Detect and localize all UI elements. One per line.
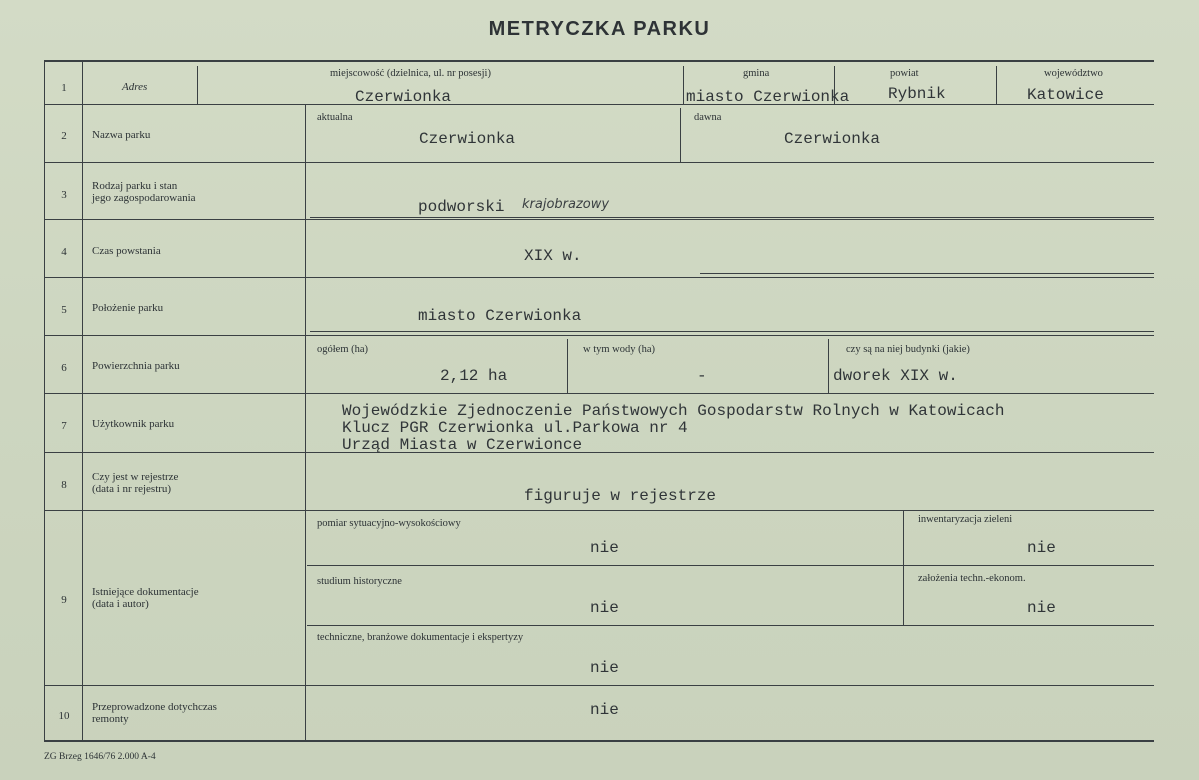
value-gmina: miasto Czerwionka: [686, 88, 850, 106]
header-techniczne: techniczne, branżowe dokumentacje i ekspertyzy: [317, 632, 524, 643]
label-rejestr-l2: (data i nr rejestru): [92, 483, 172, 495]
row-divider-9a: [307, 565, 1154, 566]
row-divider-9b: [307, 625, 1154, 626]
wojewodztwo-divider: [996, 66, 997, 104]
row-divider-6: [44, 393, 1154, 394]
label-powierzchnia: Powierzchnia parku: [92, 360, 180, 372]
row-number-8: 8: [61, 479, 67, 491]
value-rodzaj: podworski: [418, 198, 505, 216]
header-miejscowosc: miejscowość (dzielnica, ul. nr posesji): [330, 68, 491, 79]
value-rejestr: figuruje w rejestrze: [524, 487, 717, 505]
value-aktualna: Czerwionka: [419, 130, 516, 148]
value-budynki: dworek XIX w.: [833, 367, 958, 385]
label-rejestr-l1: Czy jest w rejestrze: [92, 471, 179, 483]
header-gmina: gmina: [743, 68, 770, 79]
header-aktualna: aktualna: [317, 112, 353, 123]
row-divider-9: [44, 685, 1154, 686]
label-polozenie: Położenie parku: [92, 302, 164, 314]
value-studium: nie: [590, 599, 619, 617]
row-number-10: 10: [58, 710, 70, 722]
value-dawna: Czerwionka: [784, 130, 881, 148]
header-inwentaryzacja: inwentaryzacja zieleni: [918, 514, 1013, 525]
row-divider-7: [44, 452, 1154, 453]
adres-divider: [197, 66, 198, 104]
label-uzytkownik: Użytkownik parku: [92, 418, 175, 430]
label-column-divider: [305, 104, 306, 740]
inwent-divider: [903, 510, 904, 625]
header-studium: studium historyczne: [317, 576, 402, 587]
value-remonty: nie: [590, 701, 619, 719]
frame-top: [44, 60, 1154, 62]
wody-divider: [567, 339, 568, 393]
underline-r3: [310, 217, 1154, 218]
label-czas-powstania: Czas powstania: [92, 245, 161, 257]
value-wody: -: [697, 367, 707, 385]
label-nazwa-parku: Nazwa parku: [92, 129, 151, 141]
header-wody: w tym wody (ha): [583, 344, 656, 355]
frame-left: [44, 60, 45, 740]
value-wojewodztwo: Katowice: [1027, 86, 1104, 104]
header-powiat: powiat: [890, 68, 919, 79]
row-number-4: 4: [61, 246, 67, 258]
label-dokumentacje-l2: (data i autor): [92, 598, 149, 610]
row-number-5: 5: [61, 304, 67, 316]
header-wojewodztwo: województwo: [1044, 68, 1103, 79]
underline-r5: [310, 331, 1154, 332]
label-dokumentacje-l1: Istniejące dokumentacje: [92, 586, 199, 598]
row-number-2: 2: [61, 130, 67, 142]
header-ogolem: ogółem (ha): [317, 344, 369, 355]
row-number-9: 9: [61, 594, 67, 606]
value-polozenie: miasto Czerwionka: [418, 307, 582, 325]
row-divider-8: [44, 510, 1154, 511]
header-pomiar: pomiar sytuacyjno-wysokościowy: [317, 518, 461, 529]
value-uzytkownik-line2: Klucz PGR Czerwionka ul.Parkowa nr 4: [342, 419, 688, 437]
header-dawna: dawna: [694, 112, 722, 123]
label-adres: Adres: [122, 81, 148, 93]
row-divider-2: [44, 162, 1154, 163]
value-rodzaj-handwritten: krajobrazowy: [522, 197, 610, 212]
row-number-6: 6: [61, 362, 67, 374]
label-rodzaj-l2: jego zagospodarowania: [92, 192, 196, 204]
value-techniczne: nie: [590, 659, 619, 677]
underline-r4: [700, 273, 1154, 274]
row-divider-3: [44, 219, 1154, 220]
row-divider-1: [44, 104, 1154, 105]
value-ogolem: 2,12 ha: [440, 367, 508, 385]
header-zalozenia: założenia techn.-ekonom.: [918, 573, 1026, 584]
gmina-divider: [683, 66, 684, 104]
row-divider-4: [44, 277, 1154, 278]
print-footer: ZG Brzeg 1646/76 2.000 A-4: [44, 752, 156, 762]
value-powiat: Rybnik: [888, 85, 946, 103]
value-zalozenia: nie: [1027, 599, 1056, 617]
frame-bottom: [44, 740, 1154, 742]
number-column-divider: [82, 60, 83, 740]
value-czas-powstania: XIX w.: [524, 247, 582, 265]
page-title: METRYCZKA PARKU: [488, 18, 711, 40]
row-number-7: 7: [61, 420, 67, 432]
value-miejscowosc: Czerwionka: [355, 88, 452, 106]
label-rodzaj-l1: Rodzaj parku i stan: [92, 180, 178, 192]
row-divider-5: [44, 335, 1154, 336]
label-remonty-l1: Przeprowadzone dotychczas: [92, 701, 217, 713]
value-uzytkownik-line1: Wojewódzkie Zjednoczenie Państwowych Gospodarstw Rolnych w Katowicach: [342, 402, 1005, 420]
header-budynki: czy są na niej budynki (jakie): [846, 344, 970, 355]
dawna-divider: [680, 108, 681, 162]
label-remonty-l2: remonty: [92, 713, 129, 725]
budynki-divider: [828, 339, 829, 393]
row-number-1: 1: [61, 82, 67, 94]
value-uzytkownik-line3: Urząd Miasta w Czerwionce: [342, 436, 583, 454]
value-pomiar: nie: [590, 539, 619, 557]
value-inwentaryzacja: nie: [1027, 539, 1056, 557]
row-number-3: 3: [61, 189, 67, 201]
